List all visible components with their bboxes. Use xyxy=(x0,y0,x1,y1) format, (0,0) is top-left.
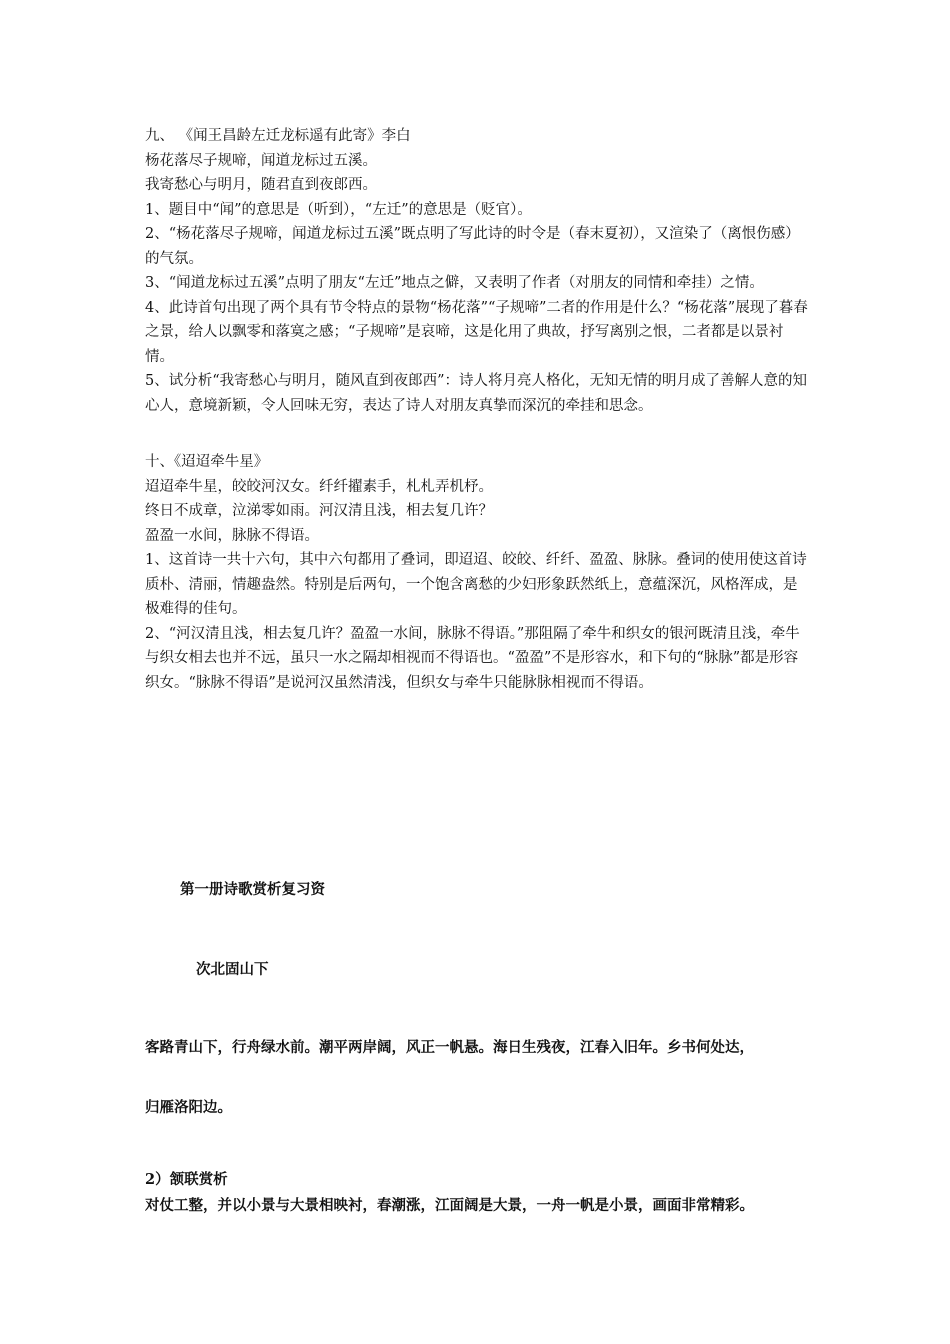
question-answer: 1、题目中“闻”的意思是（听到），“左迁”的意思是（贬官）。 xyxy=(145,201,532,218)
review-heading: 第一册诗歌赏析复习资 xyxy=(180,881,325,898)
section-9-title: 九、 《闻王昌龄左迁龙标遥有此寄》李白 xyxy=(145,128,411,144)
analysis-title: 2）颔联赏析 xyxy=(145,1171,228,1188)
poem-line: 我寄愁心与明月，随君直到夜郎西。 xyxy=(145,177,377,193)
question-answer: 4、此诗首句出现了两个具有节令特点的景物“杨花落”“子规啼”二者的作用是什么？“杨花落”展现了暮春之景，给人以飘零和落寞之感；“子规啼”是哀啼，这是化用了典故，抒写离别之恨，二者都是以景衬情。 xyxy=(145,299,808,365)
poem-line: 盈盈一水间，脉脉不得语。 xyxy=(145,527,319,544)
poem-title: 次北固山下 xyxy=(196,961,269,978)
poem-line-1: 客路青山下，行舟绿水前。潮平两岸阔，风正一帆悬。海日生残夜，江春入旧年。乡书何处达， xyxy=(145,1039,754,1056)
section-10 xyxy=(145,450,810,695)
question-answer: 2、“杨花落尽子规啼，闻道龙标过五溪”既点明了写此诗的时令是（春末夏初），又渲染了（离恨伤感）的气氛。 xyxy=(145,226,800,267)
poem-line-2: 归雁洛阳边。 xyxy=(145,1099,232,1116)
section-10-title: 十、《迢迢牵牛星》 xyxy=(145,454,269,470)
poem-line: 杨花落尽子规啼，闻道龙标过五溪。 xyxy=(145,152,377,169)
question-answer: 3、“闻道龙标过五溪”点明了朋友“左迁”地点之僻，又表明了作者（对朋友的同情和牵挂）之情。 xyxy=(145,275,764,291)
section-9 xyxy=(145,124,810,418)
question-answer: 1、这首诗一共十六句，其中六句都用了叠词，即迢迢、皎皎、纤纤、盈盈、脉脉。叠词的使用使这首诗质朴、清丽，情趣盎然。特别是后两句，一个饱含离愁的少妇形象跃然纸上，意蕴深沉，风格浑成，是极难得的佳句。 xyxy=(145,552,807,617)
question-answer: 2、“河汉清且浅，相去复几许？盈盈一水间，脉脉不得语。”那阻隔了牵牛和织女的银河既清且浅，牵牛与织女相去也并不远，虽只一水之隔却相视而不得语也。“盈盈”不是形容水，和下句的“脉脉”都是形容织女。“脉脉不得语”是说河汉虽然清浅，但织女与牵牛只能脉脉相视而不得语。 xyxy=(145,625,800,691)
analysis-text: 对仗工整，并以小景与大景相映衬，春潮涨，江面阔是大景，一舟一帆是小景，画面非常精彩。 xyxy=(145,1197,754,1214)
poem-line: 终日不成章，泣涕零如雨。河汉清且浅，相去复几许？ xyxy=(145,503,493,519)
poem-line: 迢迢牵牛星，皎皎河汉女。纤纤擢素手，札札弄机杼。 xyxy=(145,478,493,495)
question-answer: 5、试分析“我寄愁心与明月，随风直到夜郎西”：诗人将月亮人格化，无知无情的明月成了善解人意的知心人，意境新颖，令人回味无穷，表达了诗人对朋友真挚而深沉的牵挂和思念。 xyxy=(145,373,808,414)
